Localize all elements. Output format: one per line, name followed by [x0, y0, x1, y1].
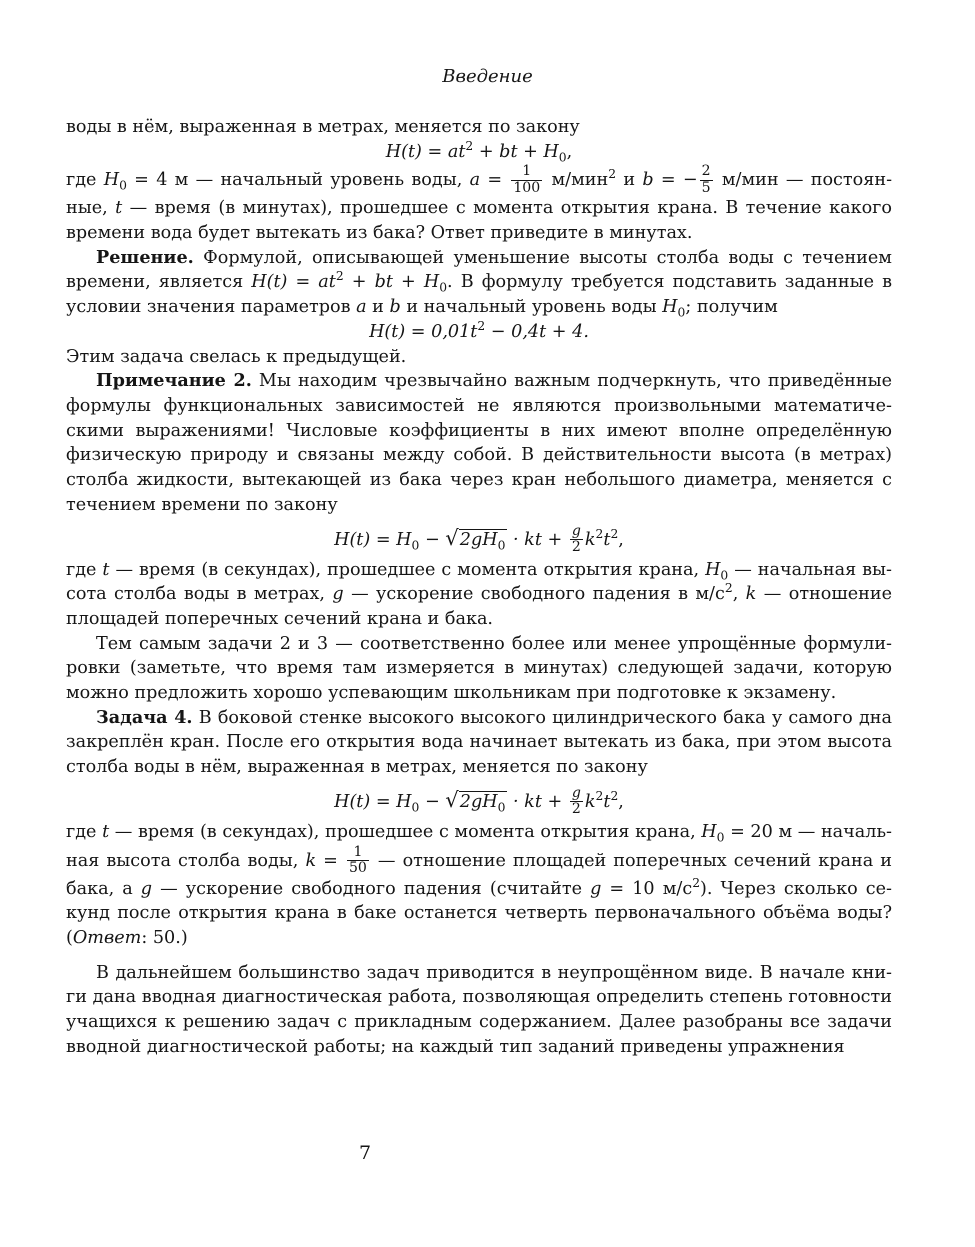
formula-quadratic-law: $H(t) = at^2$ + bt + $H_0$,: [385, 138, 573, 165]
sqrt-2gH0: $√2gH_0$: [445, 524, 506, 553]
body-text: [66, 115, 892, 1059]
paragraph-solution: Решение. Формулой, описывающей уменьшение высоты столба воды с течением времени, является $H(t) = at^2$ + bt + $H_0$. В формулу требуется подставить заданные в условии значения параметров a и b и начальный уровень воды $H_0$; получим: [66, 246, 892, 320]
paragraph-task4: Задача 4. В боковой стенке высокого высокого цилиндрического бака у самого дна закреплён кран. После его открытия вода начинает вытекать из бака, при этом высота столба воды в нём, выраженная в метрах, меняется по закону: [66, 706, 892, 778]
paragraph-tasks: Тем самым задачи 2 и 3 — соответственно более или менее упрощённые формулировки (заметьте, что время там измеряется в минутах) следующей задачи, которую можно предложить хорошо успевающим школьникам при подготовке к экзамену.: [66, 633, 892, 704]
fraction-g-over-2: $\frac{g}{2}$: [571, 522, 581, 556]
solution-label: Решение.: [96, 246, 194, 268]
running-head: Введение: [442, 66, 533, 87]
sqrt-2gH0-task4: $√2gH_0$: [445, 786, 506, 815]
paragraph-intro: воды в нём, выраженная в метрах, меняется по закону: [66, 117, 580, 137]
note-label: Примечание 2.: [96, 370, 252, 392]
paragraph-reduced: Этим задача свелась к предыдущей.: [66, 346, 407, 367]
task4-label: Задача 4.: [96, 706, 193, 728]
fraction-two-fifths: $\frac{2}{5}$: [701, 163, 711, 196]
paragraph-final: В дальнейшем большинство задач приводится в неупрощённом виде. В начале книги дана вводная диагностическая работа, позволяющая определить степень готовности учащихся к решению задач с прикладным содержанием. Далее разобраны все задачи вводной диагностической работы; на каждый тип заданий приведены упражнения: [66, 962, 892, 1057]
answer-value: : 50.): [141, 927, 188, 948]
formula-solution: $H(t) = 0,01t^2 - 0,4t + 4$.: [369, 319, 589, 342]
paragraph-variables: где t — время (в секундах), прошедшее с момента открытия крана, $H_0$ — начальная высота столба воды в метрах, g — ускорение свободного падения в $м/с^2$, k — отношение площадей поперечных сечений крана и бака.: [66, 559, 892, 629]
paragraph-note: Примечание 2. Мы находим чрезвычайно важным подчеркнуть, что приведённые формулы функциональных зависимостей не являются произвольными математическими выражениями! Числовые коэффициенты в них имеют вполне определённую физическую природу и связаны между собой. В действительности высота (в метрах) столба жидкости, вытекающей из бака через кран небольшого диаметра, меняется с течением времени по закону: [66, 370, 892, 515]
page-number: 7: [358, 1142, 372, 1164]
fraction-one-hundredth: $\frac{1}{100}$: [513, 163, 541, 196]
paragraph-parameters: где $H_0 = 4$ м — начальный уровень воды, a = $\frac{1}{100}$ м/мин$^2$ и b = − $\frac{2}{5}$ м/мин — постоянные, t — время (в минутах), прошедшее с момента открытия крана. В течение какого времени вода будет вытекать из бака? Ответ приведите в минутах.: [66, 163, 893, 244]
formula-task4: $H(t) = H_0 - √2gH_0$ · kt + $\frac{g}{2}$ $k^2t^2$,: [334, 784, 624, 818]
formula-torricelli: $H(t) = H_0 - √2gH_0$ · kt + $\frac{g}{2}$ $k^2t^2$,: [334, 522, 624, 556]
answer-label: Ответ: [72, 927, 142, 948]
fraction-g-over-2-task4: $\frac{g}{2}$: [571, 784, 581, 818]
fraction-one-fiftieth: $\frac{1}{50}$: [348, 843, 367, 877]
paragraph-task4-conditions: где t — время (в секундах), прошедшее с момента открытия крана, $H_0 = 20$ м — начальная высота столба воды, k = $\frac{1}{50}$ — отношение площадей поперечных сечений крана и бака, а g — ускорение свободного падения (считайте g = 10 $м/с^2$). Через сколько секунд после открытия крана в баке останется четверть первоначального объёма воды? (Ответ: 50.): [66, 821, 892, 948]
